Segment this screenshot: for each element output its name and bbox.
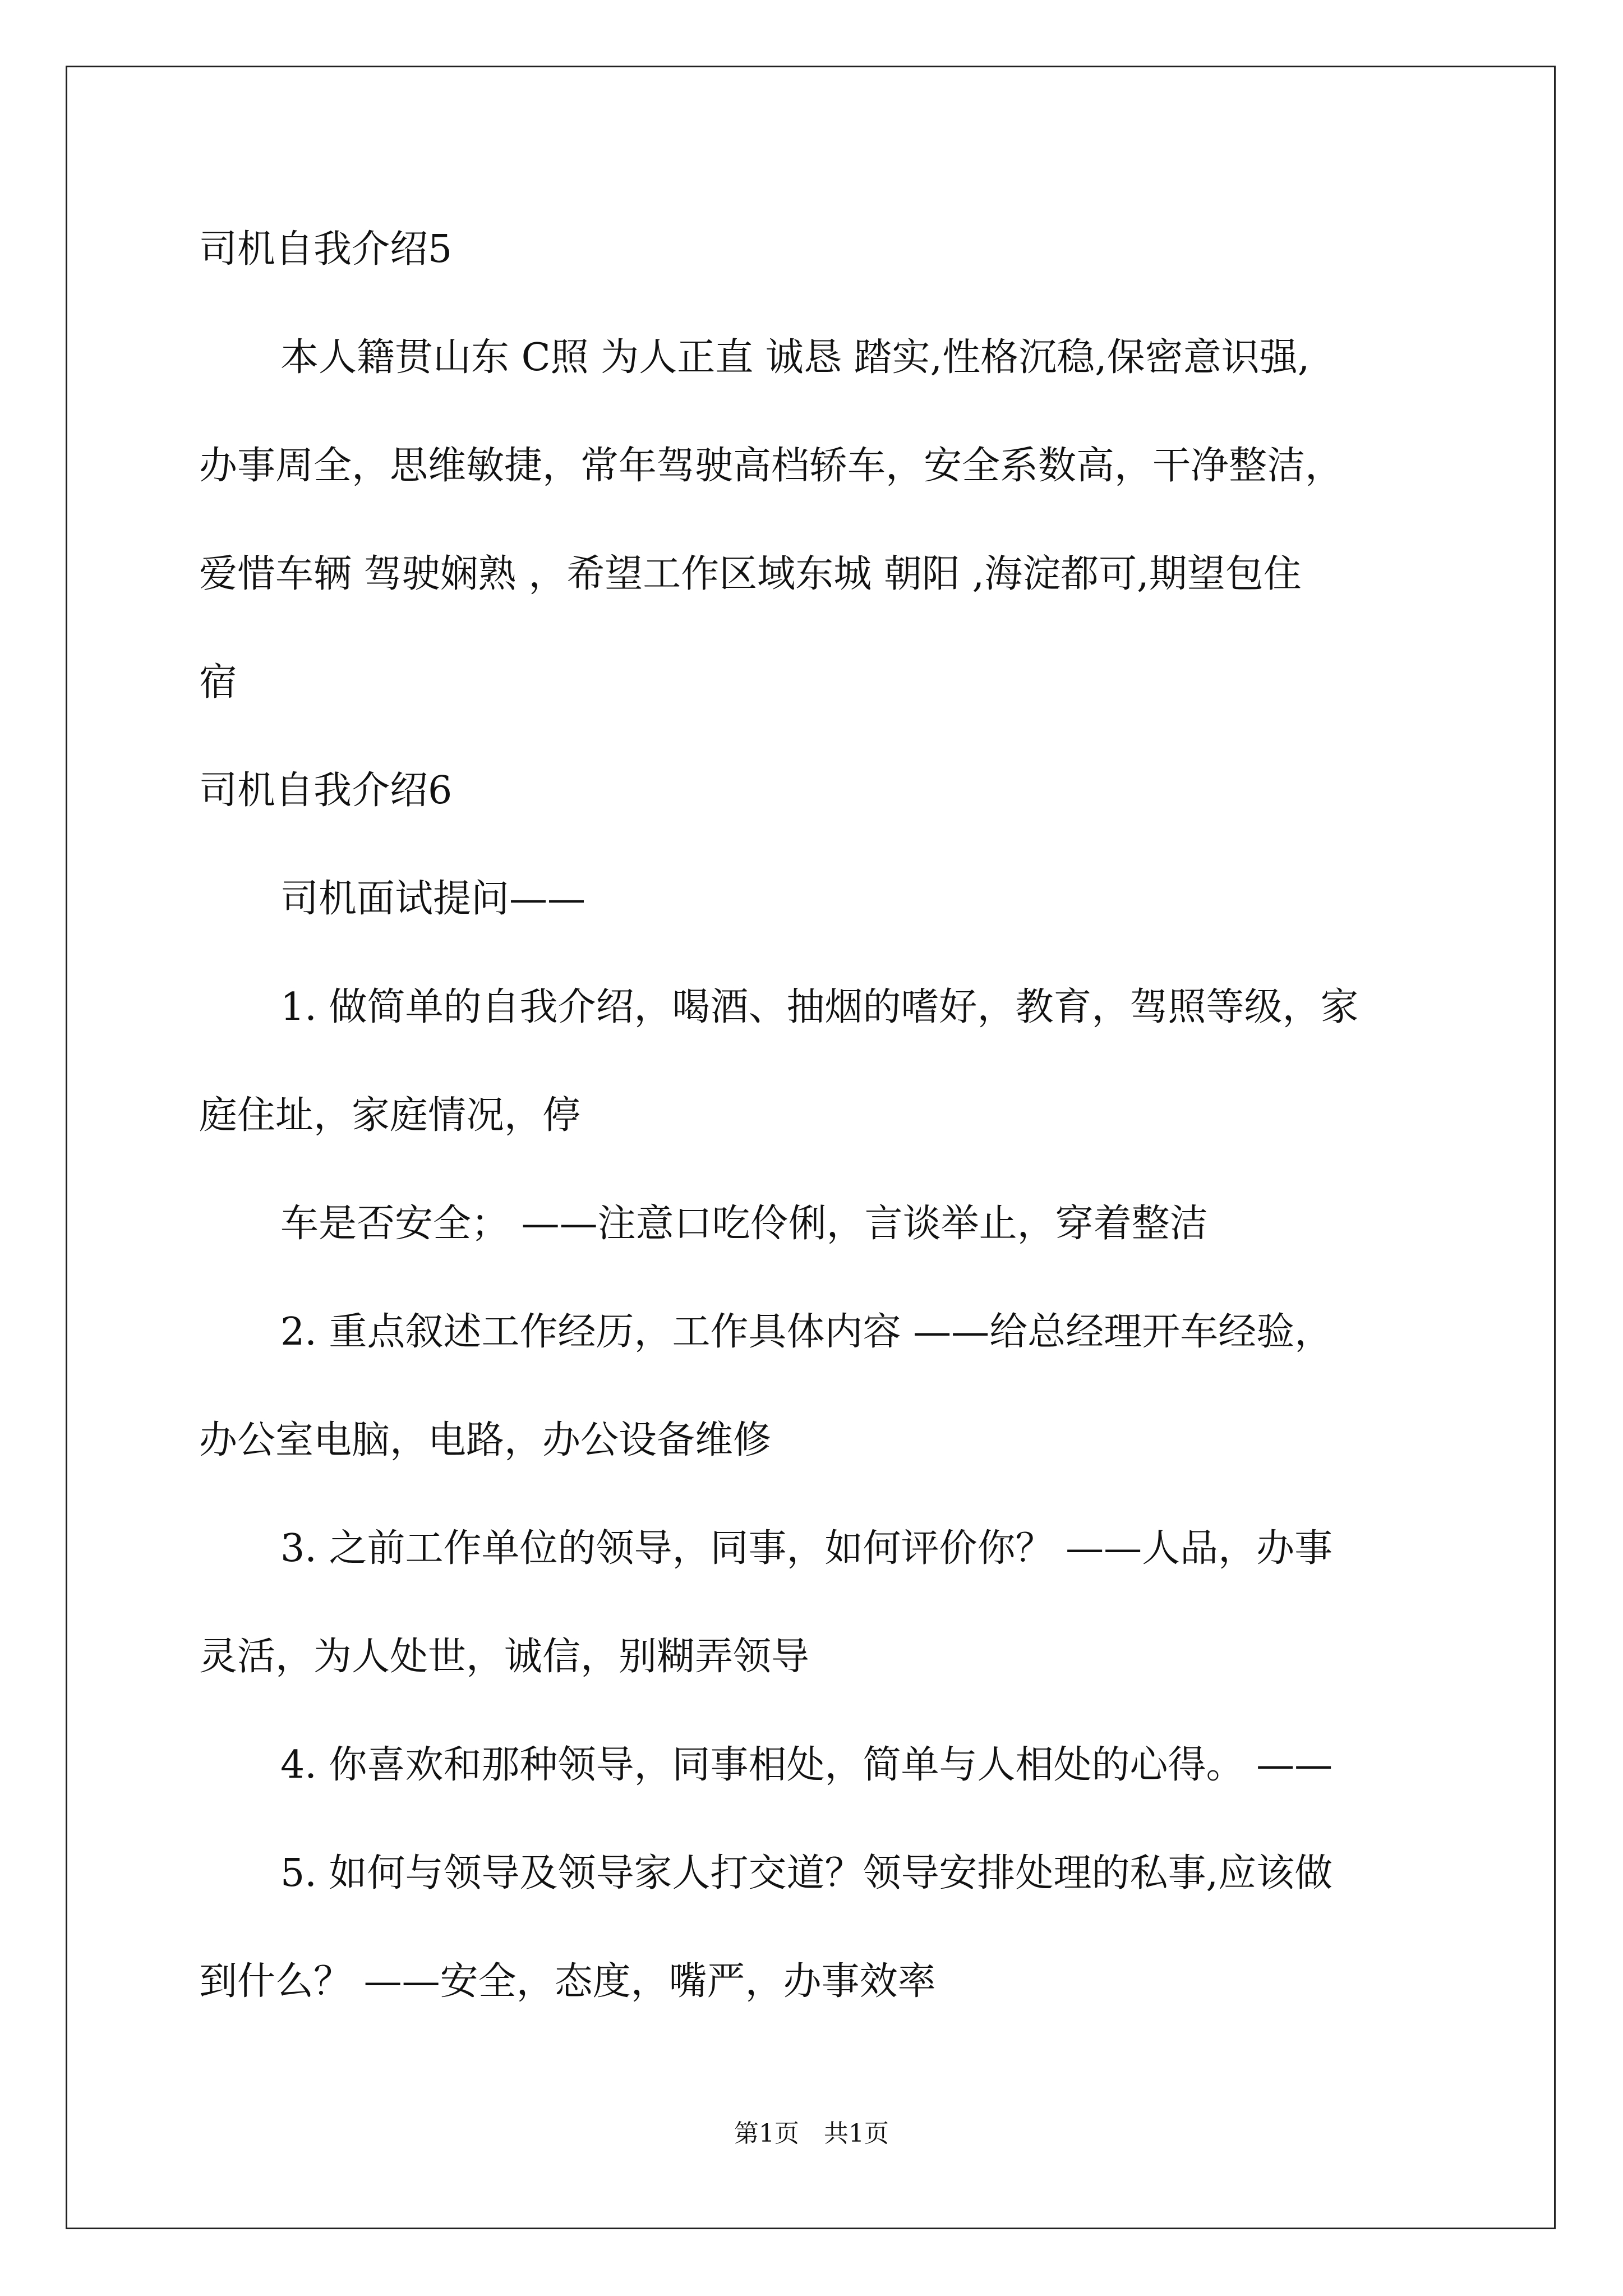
section-heading: 司机自我介绍5 bbox=[199, 227, 453, 272]
section-heading: 司机自我介绍6 bbox=[199, 769, 453, 813]
list-item-line: 到什么？ ——安全，态度，嘴严，办事效率 bbox=[199, 1959, 936, 2004]
list-item-line: 庭住址，家庭情况，停 bbox=[199, 1093, 581, 1138]
paragraph-line: 宿 bbox=[199, 660, 238, 705]
list-item-line: 4. 你喜欢和那种领导，同事相处，简单与人相处的心得。 —— bbox=[280, 1743, 1333, 1787]
paragraph-line: 本人籍贯山东 C照 为人正直 诚恳 踏实,性格沉稳,保密意识强, bbox=[280, 335, 1310, 380]
list-item-line: 灵活，为人处世，诚信，别糊弄领导 bbox=[199, 1635, 810, 1679]
list-item-line: 1. 做简单的自我介绍，喝酒、抽烟的嗜好，教育，驾照等级，家 bbox=[280, 985, 1359, 1029]
paragraph-line: 办事周全，思维敏捷，常年驾驶高档轿车，安全系数高，干净整洁， bbox=[199, 444, 1344, 488]
paragraph-line: 司机面试提问—— bbox=[280, 877, 586, 921]
list-item-line: 车是否安全； ——注意口吃伶俐，言谈举止，穿着整洁 bbox=[280, 1202, 1208, 1246]
list-item-line: 5. 如何与领导及领导家人打交道？领导安排处理的私事,应该做 bbox=[280, 1851, 1333, 1895]
paragraph-line: 爱惜车辆 驾驶娴熟 ，希望工作区域东城 朝阳 ,海淀都可,期望包住 bbox=[199, 552, 1302, 596]
list-item-line: 3. 之前工作单位的领导，同事，如何评价你？ ——人品，办事 bbox=[280, 1526, 1333, 1571]
page-border bbox=[66, 66, 1556, 2229]
list-item-line: 2. 重点叙述工作经历，工作具体内容 ——给总经理开车经验， bbox=[280, 1310, 1333, 1354]
page-number-footer: 第1页 共1页 bbox=[734, 2119, 889, 2148]
list-item-line: 办公室电脑，电路，办公设备维修 bbox=[199, 1418, 772, 1462]
